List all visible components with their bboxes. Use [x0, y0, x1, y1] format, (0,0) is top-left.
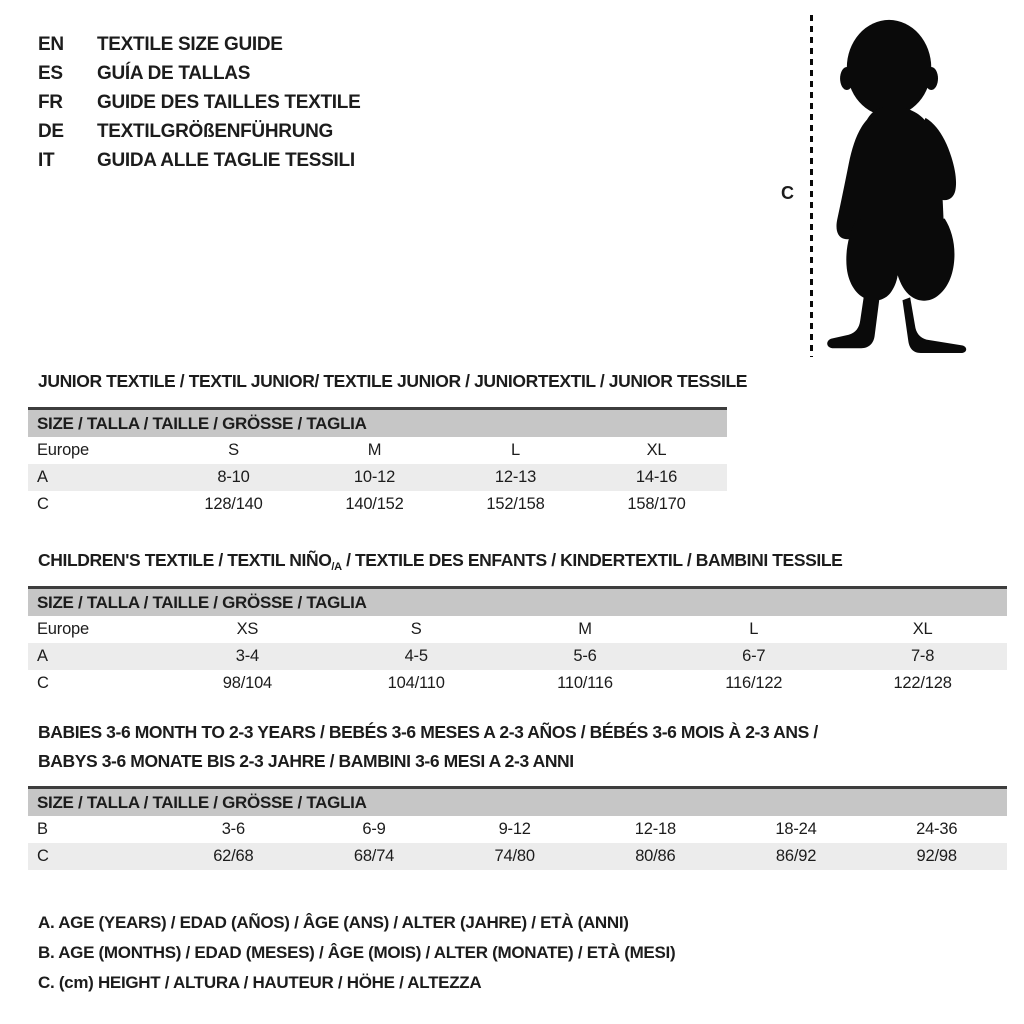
size-cell: XL — [646, 441, 667, 459]
height-cell: 74/80 — [494, 847, 535, 865]
language-code: EN — [38, 34, 64, 55]
language-row — [38, 88, 360, 117]
children-section-heading — [38, 550, 842, 573]
months-cell: 24-36 — [916, 820, 958, 838]
height-cell: 110/116 — [557, 674, 613, 692]
row-label: Europe — [37, 441, 90, 459]
legend-line-a: A. AGE (YEARS) / EDAD (AÑOS) / ÂGE (ANS) / ALTER (JAHRE) / ETÀ (ANNI) — [38, 913, 629, 932]
table-row-europe — [28, 616, 1007, 643]
height-cell: 92/98 — [916, 847, 957, 865]
height-cell: 122/128 — [893, 674, 952, 692]
row-label: C — [37, 495, 49, 513]
size-cell: XS — [236, 620, 259, 638]
height-cell: 116/122 — [725, 674, 783, 692]
size-cell: S — [228, 441, 239, 459]
months-cell: 18-24 — [775, 820, 817, 838]
height-cell: 86/92 — [775, 847, 817, 865]
height-cell: 62/68 — [213, 847, 254, 865]
legend-line-c: C. (cm) HEIGHT / ALTURA / HAUTEUR / HÖHE / ALTEZZA — [38, 973, 482, 992]
size-cell: L — [749, 620, 759, 638]
table-row-age — [28, 643, 1007, 670]
size-cell: L — [511, 441, 520, 459]
language-title: GUÍA DE TALLAS — [97, 63, 251, 84]
language-title: GUIDA ALLE TAGLIE TESSILI — [97, 150, 355, 171]
size-cell: S — [410, 620, 422, 638]
heading-subscript: /A — [331, 561, 342, 573]
age-cell: 6-7 — [742, 647, 766, 665]
legend-line-b: B. AGE (MONTHS) / EDAD (MESES) / ÂGE (MOIS) / ALTER (MONATE) / ETÀ (MESI) — [38, 943, 676, 962]
row-label: Europe — [37, 620, 90, 638]
table-title-bar: SIZE / TALLA / TAILLE / GRÖSSE / TAGLIA — [28, 789, 1007, 816]
age-cell: 12-13 — [494, 468, 537, 486]
height-cell: 80/86 — [635, 847, 676, 865]
height-cell: 68/74 — [353, 847, 395, 865]
height-cell: 140/152 — [345, 495, 404, 513]
months-cell: 9-12 — [498, 820, 531, 838]
junior-size-table — [28, 407, 727, 518]
language-row — [38, 59, 360, 88]
babies-size-table — [28, 786, 1007, 870]
table-row-height — [28, 491, 727, 518]
language-title-block — [38, 30, 360, 175]
heading-text: / TEXTILE DES ENFANTS / KINDERTEXTIL / BAMBINI TESSILE — [341, 550, 843, 570]
table-title-bar: SIZE / TALLA / TAILLE / GRÖSSE / TAGLIA — [28, 410, 727, 437]
language-title: TEXTILE SIZE GUIDE — [97, 34, 283, 55]
height-cell: 128/140 — [204, 495, 263, 513]
age-cell: 5-6 — [573, 647, 597, 665]
table-row-height — [28, 843, 1007, 870]
language-code: ES — [38, 63, 63, 84]
heading-text: CHILDREN'S TEXTILE / TEXTIL NIÑO — [38, 550, 332, 570]
language-title: GUIDE DES TAILLES TEXTILE — [97, 92, 361, 113]
height-cell: 158/170 — [627, 495, 686, 513]
row-label: C — [37, 847, 49, 865]
age-cell: 10-12 — [353, 468, 396, 486]
age-cell: 7-8 — [910, 647, 935, 665]
age-cell: 8-10 — [217, 468, 250, 486]
age-cell: 3-4 — [235, 647, 260, 665]
row-label: C — [37, 674, 49, 692]
size-cell: XL — [912, 620, 933, 638]
language-code: DE — [38, 121, 64, 142]
table-row-months — [28, 816, 1007, 843]
height-dotted-line — [810, 15, 813, 357]
row-label: A — [37, 468, 48, 486]
language-row — [38, 146, 360, 175]
children-size-table — [28, 586, 1007, 697]
legend-block — [38, 908, 675, 998]
language-row — [38, 117, 360, 146]
months-cell: 12-18 — [634, 820, 676, 838]
baby-silhouette-icon — [818, 12, 986, 360]
height-cell: 104/110 — [387, 674, 445, 692]
size-cell: M — [367, 441, 382, 459]
table-title-bar: SIZE / TALLA / TAILLE / GRÖSSE / TAGLIA — [28, 589, 1007, 616]
age-cell: 4-5 — [404, 647, 428, 665]
row-label: A — [37, 647, 48, 665]
language-code: IT — [38, 150, 55, 171]
language-row — [38, 30, 360, 59]
height-cell: 152/158 — [486, 495, 545, 513]
babies-section-heading-line1: BABIES 3-6 MONTH TO 2-3 YEARS / BEBÉS 3-6 MESES A 2-3 AÑOS / BÉBÉS 3-6 MOIS À 2-3 ANS / — [38, 722, 818, 742]
months-cell: 3-6 — [221, 820, 245, 838]
table-row-europe — [28, 437, 727, 464]
age-cell: 14-16 — [635, 468, 678, 486]
row-label: B — [37, 820, 48, 838]
junior-section-heading: JUNIOR TEXTILE / TEXTIL JUNIOR/ TEXTILE JUNIOR / JUNIORTEXTIL / JUNIOR TESSILE — [38, 371, 748, 391]
babies-section-heading-line2: BABYS 3-6 MONATE BIS 2-3 JAHRE / BAMBINI 3-6 MESI A 2-3 ANNI — [38, 751, 574, 771]
height-cell: 98/104 — [222, 674, 273, 692]
language-title: TEXTILGRÖßENFÜHRUNG — [97, 121, 334, 142]
size-cell: M — [578, 620, 592, 638]
table-row-age — [28, 464, 727, 491]
table-row-height — [28, 670, 1007, 697]
months-cell: 6-9 — [362, 820, 386, 838]
height-measure-label: C — [781, 183, 794, 203]
language-code: FR — [38, 92, 63, 113]
